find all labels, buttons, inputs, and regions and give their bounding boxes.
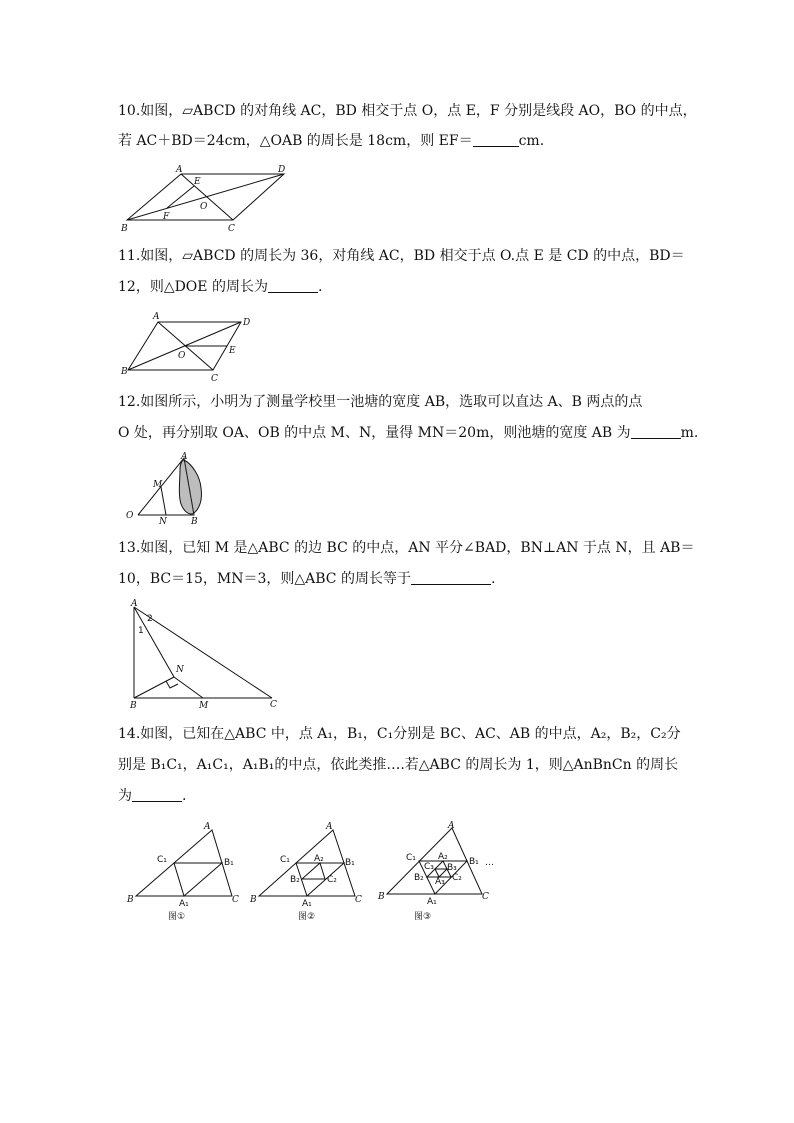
q13-line2 (118, 569, 495, 589)
fig1-label-B1: B₁ (224, 858, 234, 868)
fig1-label-B: B (127, 895, 134, 905)
fig3-label-C3: C₃ (424, 862, 434, 872)
q13-angle-1: 1 (138, 626, 144, 636)
q11-answer-blank (268, 278, 318, 293)
q10-unit: cm. (518, 133, 545, 149)
q12-label-O: O (126, 511, 134, 521)
q14-answer-blank (132, 787, 182, 802)
fig3-label-B2: B₂ (414, 873, 424, 883)
q10-label-A: A (176, 165, 183, 175)
q12-answer-blank (631, 424, 681, 439)
q10-label-E: E (194, 177, 201, 187)
q14-caption-1: 图① (168, 912, 186, 922)
q13-text: 10，BC＝15，MN＝3，则△ABC 的周长等于 (118, 571, 411, 587)
fig3-label-A: A (448, 821, 455, 831)
fig2-label-A2: A₂ (314, 854, 324, 864)
q11-line2 (118, 277, 322, 297)
q11-text: 12，则△DOE 的周长为 (118, 279, 268, 295)
q14-line2: 别是 B₁C₁，A₁C₁，A₁B₁的中点，依此类推….若△ABC 的周长为 1，则△AnBnCn 的周长 (118, 757, 679, 773)
fig2-label-C: C (355, 895, 362, 905)
fig1-label-A1: A₁ (179, 899, 189, 906)
q12-label-M: M (153, 480, 163, 490)
fig3-ellipsis: … (485, 858, 494, 868)
q10-label-O: O (200, 202, 208, 212)
fig2-label-B2: B₂ (290, 875, 300, 885)
q11-end: . (317, 279, 323, 295)
fig2-label-C1: C₁ (280, 855, 290, 865)
q12-line2 (118, 423, 698, 443)
fig3-label-C1: C₁ (406, 853, 416, 863)
q10-text: 若 AC＋BD＝24cm，△OAB 的周长是 18cm，则 EF＝ (118, 133, 473, 149)
q13-label-M: M (199, 701, 209, 711)
q11-label-E: E (229, 346, 236, 356)
q13-label-N: N (176, 665, 184, 675)
q11-line1: 11.如图，▱ABCD 的周长为 36，对角线 AC，BD 相交于点 O.点 E 是 CD 的中点，BD＝ (118, 248, 685, 264)
q13-end: . (490, 571, 496, 587)
q10-line2 (118, 131, 544, 151)
q11-label-D: D (243, 318, 251, 328)
q10-parallelogram-figure (118, 162, 298, 234)
fig2-label-C2: C₂ (327, 875, 337, 885)
q14-line1: 14.如图，已知在△ABC 中，点 A₁，B₁，C₁分别是 BC、AC、AB 的中点，A₂，B₂，C₂分 (118, 726, 681, 742)
q14-figure-2 (247, 818, 372, 906)
q13-triangle-figure (118, 597, 288, 712)
q10-label-B: B (121, 224, 128, 234)
pond-shape (179, 460, 201, 514)
fig3-label-A2: A₂ (438, 852, 448, 862)
q14-end: . (182, 788, 187, 804)
fig3-label-B1: B₁ (469, 857, 479, 867)
q11-label-C: C (211, 374, 218, 384)
q10-label-D: D (278, 165, 286, 175)
q12-pond-figure (118, 450, 218, 528)
fig1-label-C: C (232, 895, 239, 905)
q11-label-A: A (153, 312, 160, 322)
fig3-label-B: B (378, 892, 385, 902)
q14-text: 为 (118, 788, 132, 804)
q10-label-C: C (228, 224, 235, 234)
q12-label-A: A (181, 452, 188, 462)
q14-figure-3 (375, 818, 510, 906)
q12-line1: 12.如图所示，小明为了测量学校里一池塘的宽度 AB，选取可以直达 A、B 两点的点 (118, 394, 643, 410)
q12-unit: m. (680, 425, 699, 441)
q14-caption-2: 图② (298, 912, 316, 922)
q12-text: O 处，再分别取 OA、OB 的中点 M、N，量得 MN＝20m，则池塘的宽度 AB 为 (118, 425, 631, 441)
q10-answer-blank (473, 132, 519, 147)
fig2-label-A: A (326, 822, 333, 832)
q11-label-B: B (121, 367, 128, 377)
fig2-label-B1: B₁ (345, 858, 355, 868)
q13-answer-blank (411, 570, 491, 585)
q11-label-O: O (178, 351, 186, 361)
fig2-label-A1: A₁ (302, 899, 312, 906)
q13-line1: 13.如图，已知 M 是△ABC 的边 BC 的中点，AN 平分∠BAD，BN⊥AN 于点 N，且 AB＝ (118, 540, 695, 556)
fig2-label-B: B (250, 895, 257, 905)
fig3-label-C: C (482, 892, 489, 902)
q14-caption-3: 图③ (414, 912, 432, 922)
q13-label-C: C (270, 700, 277, 710)
q13-label-B: B (130, 701, 137, 711)
q13-label-A: A (131, 599, 138, 609)
fig1-label-A: A (204, 822, 211, 832)
fig3-label-A3: A₃ (435, 877, 445, 887)
q14-line3 (118, 786, 186, 806)
fig1-label-C1: C₁ (157, 855, 167, 865)
q10-line1: 10.如图，▱ABCD 的对角线 AC，BD 相交于点 O，点 E，F 分别是线段 AO，BO 的中点， (118, 103, 697, 119)
q14-figure-1 (124, 818, 249, 906)
q12-label-B: B (191, 517, 198, 527)
q11-parallelogram-figure (118, 308, 263, 386)
q10-label-F: F (163, 212, 170, 222)
fig3-label-B3: B₃ (447, 863, 457, 873)
fig3-label-C2: C₂ (452, 873, 462, 883)
fig3-label-A1: A₁ (427, 897, 437, 906)
q12-label-N: N (159, 517, 167, 527)
q13-angle-2: 2 (147, 614, 153, 624)
